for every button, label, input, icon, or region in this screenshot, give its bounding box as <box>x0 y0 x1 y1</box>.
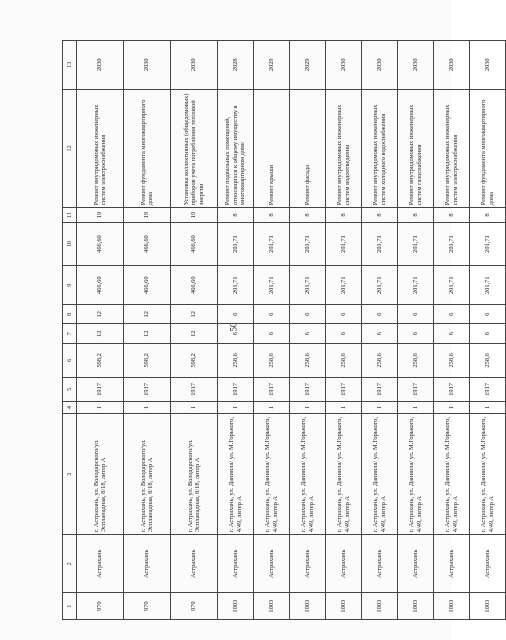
column-number-1: 1 <box>63 593 77 620</box>
cell-col-10: 466,60 <box>124 222 171 266</box>
cell-col-7: 6 <box>434 324 470 343</box>
cell-city: Астрахань <box>171 535 218 593</box>
table-row <box>434 41 470 620</box>
cell-col-4: 1 <box>434 401 470 413</box>
cell-record-number: 1003 <box>254 593 290 620</box>
cell-col-7: 6 <box>470 324 506 343</box>
cell-area: 258,6 <box>218 343 254 377</box>
cell-col-9: 201,71 <box>254 266 290 305</box>
cell-year: 1917 <box>171 377 218 401</box>
table-container <box>62 40 495 620</box>
cell-col-10: 201,71 <box>398 222 434 266</box>
cell-year-planned: 2030 <box>398 41 434 90</box>
table-row <box>218 41 254 620</box>
table-row <box>326 41 362 620</box>
cell-area: 258,6 <box>362 343 398 377</box>
cell-city: Астрахань <box>254 535 290 593</box>
cell-col-10: 201,71 <box>290 222 326 266</box>
cell-year-planned: 2028 <box>218 41 254 90</box>
table-row <box>470 41 506 620</box>
cell-col-11: 8 <box>326 208 362 223</box>
cell-col-8: 6 <box>218 305 254 324</box>
cell-address: г. Астрахань, ул. Володарского/ул. Эспланадная, 8/18, литер А <box>77 414 124 535</box>
cell-address: г. Астрахань, ул. Володарского/ул. Эспланадная, 8/18, литер А <box>124 414 171 535</box>
cell-year: 1917 <box>398 377 434 401</box>
column-number-5: 5 <box>63 377 77 401</box>
cell-year-planned: 2030 <box>470 41 506 90</box>
cell-city: Астрахань <box>362 535 398 593</box>
cell-col-11: 8 <box>434 208 470 223</box>
cell-record-number: 1003 <box>362 593 398 620</box>
cell-col-4: 1 <box>290 401 326 413</box>
cell-col-7: 6 <box>218 324 254 343</box>
cell-record-number: 1003 <box>326 593 362 620</box>
cell-col-9: 201,71 <box>326 266 362 305</box>
cell-city: Астрахань <box>434 535 470 593</box>
cell-year-planned: 2030 <box>124 41 171 90</box>
cell-col-4: 1 <box>171 401 218 413</box>
cell-address: г. Астрахань, ул. Даниила/ ул. М.Горького, 4/49, литер А <box>290 414 326 535</box>
cell-col-9: 201,71 <box>470 266 506 305</box>
cell-col-8: 6 <box>398 305 434 324</box>
cell-col-7: 12 <box>171 324 218 343</box>
cell-col-7: 6 <box>326 324 362 343</box>
cell-area: 598,2 <box>124 343 171 377</box>
cell-address: г. Астрахань, ул. Володарского/ул. Эспланадная, 8/18, литер А <box>171 414 218 535</box>
cell-col-8: 12 <box>124 305 171 324</box>
cell-year-planned: 2030 <box>77 41 124 90</box>
cell-col-9: 201,71 <box>434 266 470 305</box>
cell-year-planned: 2030 <box>434 41 470 90</box>
cell-col-4: 1 <box>254 401 290 413</box>
cell-work-type: Ремонт внутридомовых инженерных систем водоотведения <box>326 89 362 208</box>
cell-col-9: 201,71 <box>398 266 434 305</box>
cell-year: 1917 <box>470 377 506 401</box>
cell-col-4: 1 <box>326 401 362 413</box>
cell-year-planned: 2030 <box>171 41 218 90</box>
cell-col-4: 1 <box>398 401 434 413</box>
cell-address: г. Астрахань, ул. Даниила/ ул. М.Горького, 4/49, литер А <box>362 414 398 535</box>
cell-record-number: 970 <box>171 593 218 620</box>
cell-col-11: 8 <box>470 208 506 223</box>
page-number: 50 <box>228 322 239 332</box>
cell-area: 598,2 <box>171 343 218 377</box>
cell-area: 258,6 <box>434 343 470 377</box>
cell-year-planned: 2030 <box>326 41 362 90</box>
cell-work-type: Ремонт внутридомовых инженерных систем холодного водоснабжения <box>362 89 398 208</box>
column-number-3: 3 <box>63 414 77 535</box>
table-row <box>124 41 171 620</box>
cell-col-11: 19 <box>124 208 171 223</box>
cell-col-7: 6 <box>290 324 326 343</box>
cell-col-11: 8 <box>362 208 398 223</box>
cell-col-10: 201,71 <box>218 222 254 266</box>
column-number-7: 7 <box>63 324 77 343</box>
cell-year: 1917 <box>124 377 171 401</box>
cell-year: 1917 <box>362 377 398 401</box>
cell-year: 1917 <box>254 377 290 401</box>
cell-city: Астрахань <box>470 535 506 593</box>
cell-col-9: 201,71 <box>362 266 398 305</box>
table-row <box>398 41 434 620</box>
cell-col-8: 6 <box>362 305 398 324</box>
cell-col-10: 201,71 <box>470 222 506 266</box>
cell-record-number: 1003 <box>434 593 470 620</box>
cell-work-type: Ремонт фундамента многоквартирного дома <box>124 89 171 208</box>
cell-work-type: Ремонт фундамента многоквартирного дома <box>470 89 506 208</box>
column-number-13: 13 <box>63 41 77 90</box>
cell-area: 258,6 <box>254 343 290 377</box>
cell-area: 258,6 <box>470 343 506 377</box>
cell-area: 258,6 <box>398 343 434 377</box>
cell-address: г. Астрахань, ул. Даниила/ ул. М.Горького, 4/49, литер А <box>470 414 506 535</box>
table-row <box>290 41 326 620</box>
column-number-2: 2 <box>63 535 77 593</box>
cell-col-8: 12 <box>77 305 124 324</box>
cell-record-number: 970 <box>77 593 124 620</box>
table-row <box>254 41 290 620</box>
cell-year: 1917 <box>290 377 326 401</box>
cell-area: 258,6 <box>290 343 326 377</box>
cell-col-10: 201,71 <box>326 222 362 266</box>
cell-col-9: 466,60 <box>171 266 218 305</box>
cell-col-11: 8 <box>290 208 326 223</box>
column-number-11: 11 <box>63 208 77 223</box>
cell-year: 1917 <box>218 377 254 401</box>
column-number-8: 8 <box>63 305 77 324</box>
column-number-4: 4 <box>63 401 77 413</box>
cell-col-8: 12 <box>171 305 218 324</box>
cell-year-planned: 2029 <box>254 41 290 90</box>
column-number-12: 12 <box>63 89 77 208</box>
cell-work-type: Ремонт подвальных помещений, относящихся к общему имуществу в многоквартирном доме <box>218 89 254 208</box>
column-number-9: 9 <box>63 266 77 305</box>
cell-col-10: 201,71 <box>362 222 398 266</box>
cell-year-planned: 2029 <box>290 41 326 90</box>
table-row <box>77 41 124 620</box>
cell-record-number: 1003 <box>470 593 506 620</box>
cell-record-number: 970 <box>124 593 171 620</box>
cell-city: Астрахань <box>398 535 434 593</box>
cell-col-8: 6 <box>326 305 362 324</box>
cell-col-4: 1 <box>77 401 124 413</box>
cell-col-7: 12 <box>124 324 171 343</box>
cell-year: 1917 <box>77 377 124 401</box>
cell-city: Астрахань <box>218 535 254 593</box>
cell-address: г. Астрахань, ул. Даниила/ ул. М.Горького, 4/49, литер А <box>254 414 290 535</box>
cell-col-4: 1 <box>470 401 506 413</box>
cell-area: 598,2 <box>77 343 124 377</box>
table-row <box>362 41 398 620</box>
cell-col-11: 19 <box>77 208 124 223</box>
cell-col-9: 201,71 <box>218 266 254 305</box>
table-row <box>171 41 218 620</box>
cell-col-10: 201,71 <box>254 222 290 266</box>
cell-work-type: Ремонт внутридомовых инженерных систем газоснабжения <box>398 89 434 208</box>
column-number-10: 10 <box>63 222 77 266</box>
cell-year: 1917 <box>326 377 362 401</box>
cell-work-type: Ремонт крыши <box>254 89 290 208</box>
cell-col-10: 201,71 <box>434 222 470 266</box>
cell-col-9: 201,71 <box>290 266 326 305</box>
column-number-row <box>63 41 77 620</box>
cell-col-10: 466,60 <box>77 222 124 266</box>
capital-repair-table <box>62 40 506 620</box>
cell-col-4: 1 <box>124 401 171 413</box>
column-number-6: 6 <box>63 343 77 377</box>
cell-col-8: 6 <box>470 305 506 324</box>
cell-area: 258,6 <box>326 343 362 377</box>
cell-col-7: 6 <box>362 324 398 343</box>
cell-col-7: 12 <box>77 324 124 343</box>
cell-col-7: 6 <box>398 324 434 343</box>
cell-col-8: 6 <box>254 305 290 324</box>
cell-col-7: 6 <box>254 324 290 343</box>
cell-city: Астрахань <box>290 535 326 593</box>
cell-col-4: 1 <box>218 401 254 413</box>
cell-year: 1917 <box>434 377 470 401</box>
cell-address: г. Астрахань, ул. Даниила/ ул. М.Горького, 4/49, литер А <box>434 414 470 535</box>
cell-col-11: 8 <box>398 208 434 223</box>
cell-work-type: Установка коллективных (общедомовых) приборов учета потребления тепловой энергии <box>171 89 218 208</box>
cell-city: Астрахань <box>77 535 124 593</box>
cell-col-9: 466,60 <box>124 266 171 305</box>
cell-record-number: 1003 <box>398 593 434 620</box>
cell-col-10: 466,60 <box>171 222 218 266</box>
cell-col-11: 19 <box>171 208 218 223</box>
cell-city: Астрахань <box>326 535 362 593</box>
cell-col-9: 466,60 <box>77 266 124 305</box>
cell-address: г. Астрахань, ул. Даниила/ ул. М.Горького, 4/49, литер А <box>398 414 434 535</box>
cell-address: г. Астрахань, ул. Даниила/ ул. М.Горького, 4/49, литер А <box>218 414 254 535</box>
cell-work-type: Ремонт внутридомовых инженерных систем электроснабжения <box>434 89 470 208</box>
cell-work-type: Ремонт внутридомовых инженерных систем электроснабжения <box>77 89 124 208</box>
cell-city: Астрахань <box>124 535 171 593</box>
cell-work-type: Ремонт фасада <box>290 89 326 208</box>
cell-year-planned: 2030 <box>362 41 398 90</box>
cell-address: г. Астрахань, ул. Даниила/ ул. М.Горького, 4/49, литер А <box>326 414 362 535</box>
cell-col-11: 8 <box>254 208 290 223</box>
cell-record-number: 1003 <box>218 593 254 620</box>
cell-col-8: 6 <box>290 305 326 324</box>
cell-record-number: 1003 <box>290 593 326 620</box>
table-body <box>77 41 506 620</box>
cell-col-4: 1 <box>362 401 398 413</box>
cell-col-8: 6 <box>434 305 470 324</box>
cell-col-11: 8 <box>218 208 254 223</box>
